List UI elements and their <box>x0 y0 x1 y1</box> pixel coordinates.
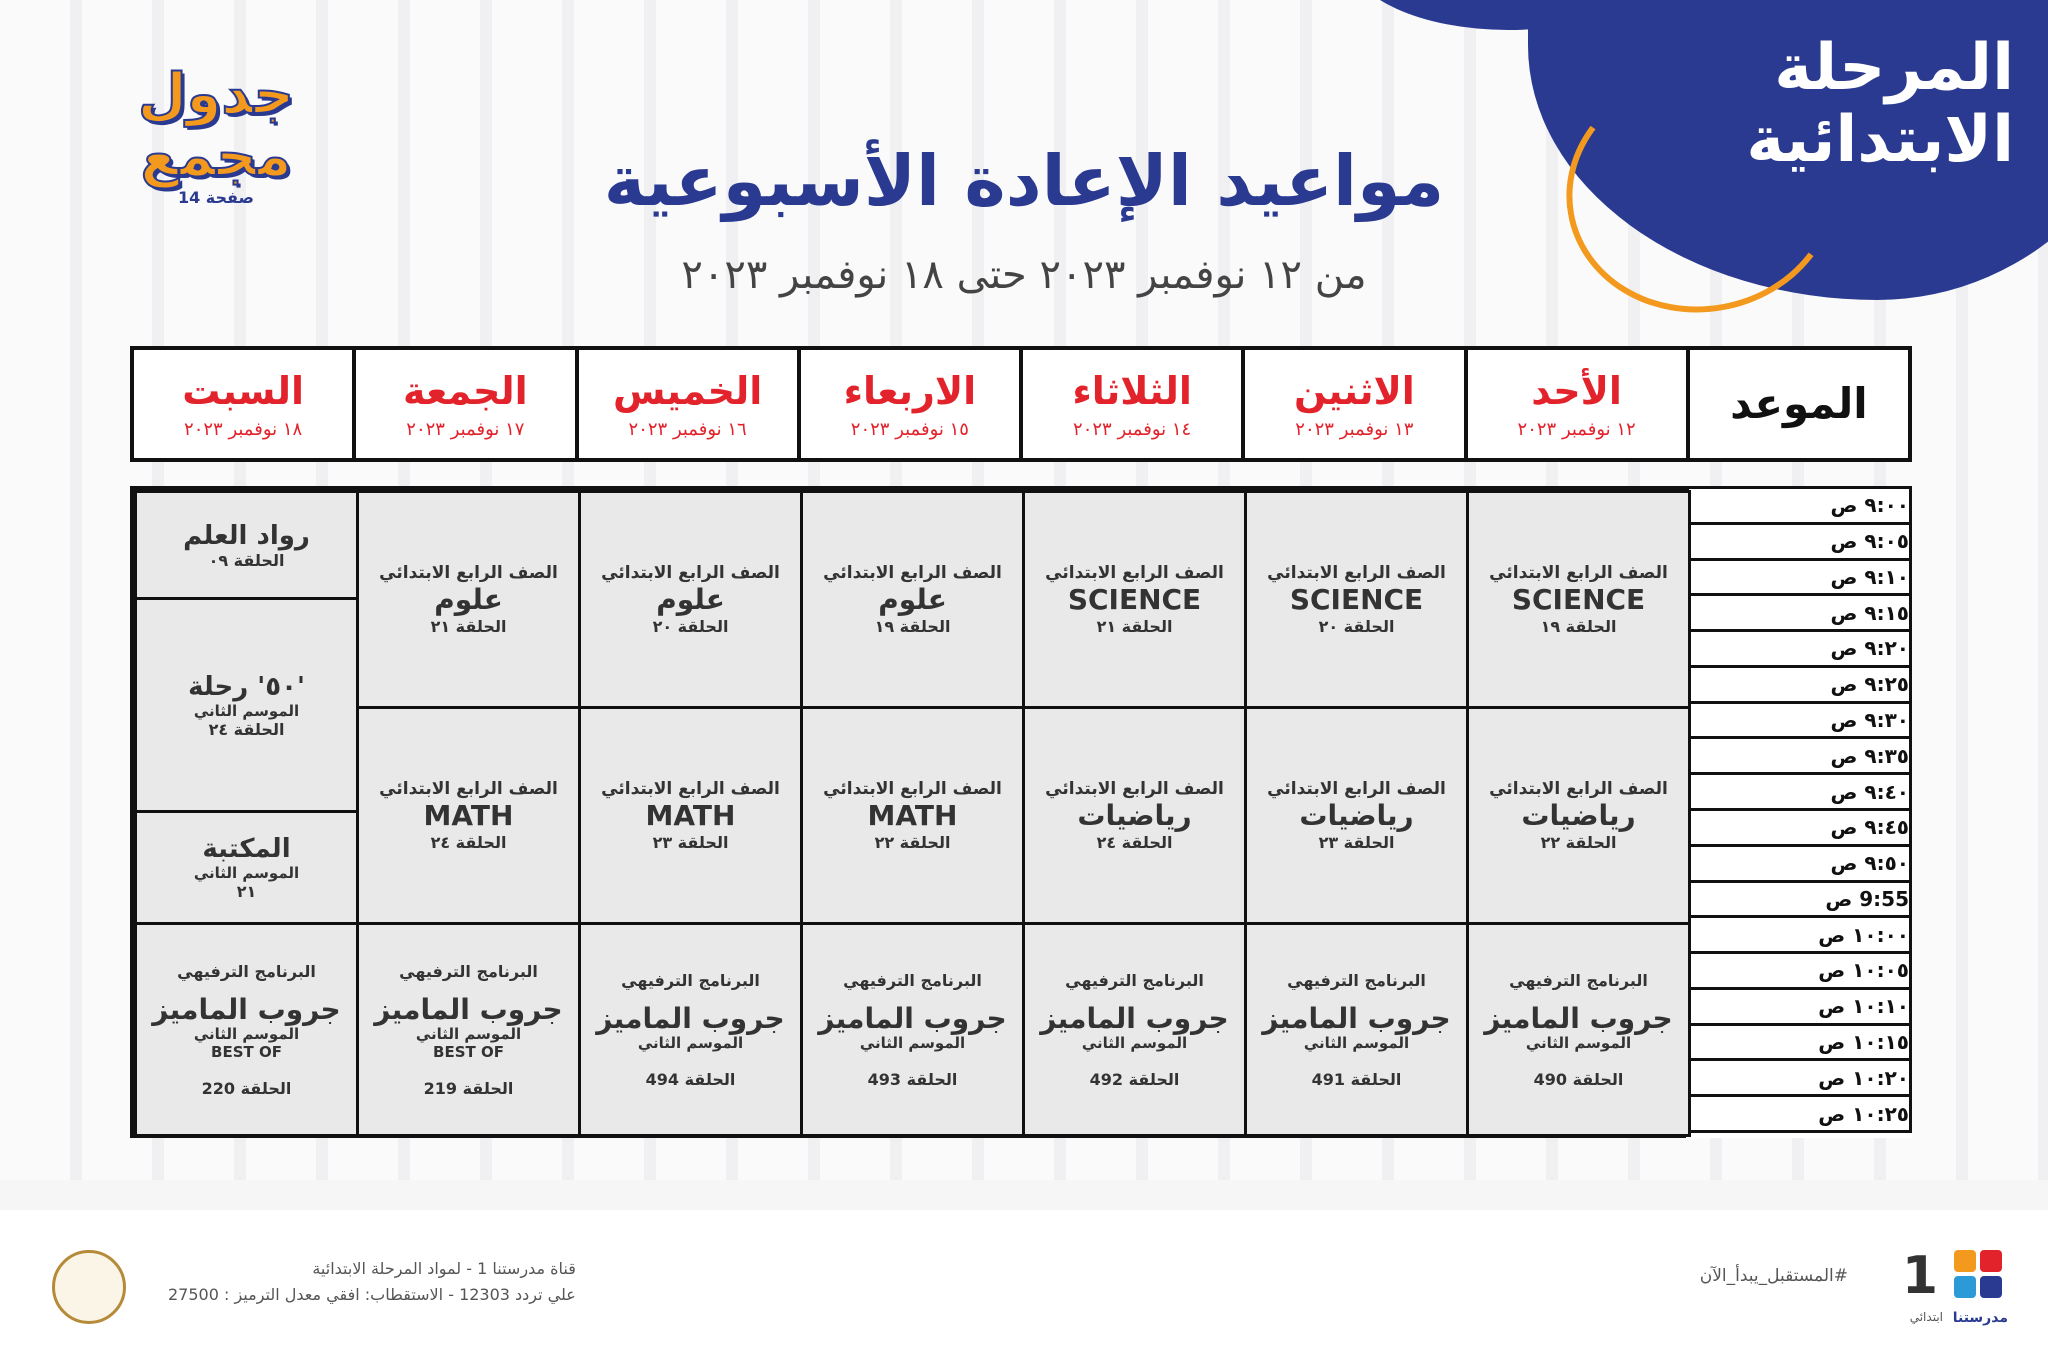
program-cell <box>1244 490 1469 709</box>
subject-label: SCIENCE <box>1067 583 1202 616</box>
footer <box>0 1210 2048 1367</box>
header-saturday <box>134 350 352 458</box>
grade-label: الصف الرابع الابتدائي <box>1045 563 1224 583</box>
show-title: جروب الماميز <box>1040 1001 1229 1035</box>
program-type-label: البرنامج الترفيهي <box>621 970 760 990</box>
entertainment-cell <box>578 922 803 1137</box>
subject-label: رياضيات <box>1521 799 1636 832</box>
episode-label: الحلقة 493 <box>867 1069 958 1089</box>
season-label: الموسم الثاني <box>1525 1033 1632 1052</box>
program-type-label: البرنامج الترفيهي <box>843 970 982 990</box>
brand-label: مدرستنا <box>1952 1310 2008 1326</box>
show-title: جروب الماميز <box>374 992 563 1026</box>
subject-label: علوم <box>656 583 725 616</box>
subject-label: علوم <box>434 583 503 616</box>
day-name: الاربعاء <box>843 368 977 413</box>
episode-label: الحلقة 494 <box>645 1069 736 1089</box>
episode-label: الحلقة 490 <box>1533 1069 1624 1089</box>
stage-line-2: الابتدائية <box>1746 103 2014 177</box>
program-type-label: البرنامج الترفيهي <box>177 961 316 981</box>
saturday-cell-b <box>134 597 359 813</box>
season-label: الموسم الثاني <box>859 1033 966 1052</box>
episode-label: الحلقة 492 <box>1089 1069 1180 1089</box>
entertainment-cell <box>1022 922 1247 1137</box>
header-wednesday <box>797 350 1019 458</box>
season-label: الموسم الثاني <box>193 1024 300 1043</box>
schedule-grid <box>130 486 1912 1138</box>
time-slot: ٩:٠٠ ص <box>1686 486 1912 525</box>
schedule-header-row <box>130 346 1912 462</box>
subject-label: MATH <box>423 799 514 832</box>
program-cell <box>1022 490 1247 709</box>
episode-label: الحلقة ٢٢ <box>874 833 951 852</box>
grade-label: الصف الرابع الابتدائي <box>601 779 780 799</box>
hashtag: #المستقبل_يبدأ_الآن <box>1699 1266 1848 1286</box>
episode-label: الحلقة ٢٣ <box>1318 833 1395 852</box>
subject-label: SCIENCE <box>1511 583 1646 616</box>
show-title: المكتبة <box>202 834 291 864</box>
day-name: السبت <box>182 368 304 413</box>
program-type-label: البرنامج الترفيهي <box>1065 970 1204 990</box>
season-label: الموسم الثاني <box>637 1033 744 1052</box>
time-slot: ٩:٣٥ ص <box>1686 736 1912 775</box>
badge-line-2: مجمع <box>140 124 292 189</box>
subject-label: MATH <box>645 799 736 832</box>
subject-label: علوم <box>878 583 947 616</box>
show-title: جروب الماميز <box>818 1001 1007 1035</box>
time-slot: ١٠:١٠ ص <box>1686 987 1912 1026</box>
saturday-cell-a <box>134 490 359 600</box>
program-cell <box>578 706 803 925</box>
day-date: ١٧ نوفمبر ٢٠٢٣ <box>406 418 525 440</box>
program-type-label: البرنامج الترفيهي <box>1287 970 1426 990</box>
program-cell <box>1466 706 1691 925</box>
time-slot: ٩:٤٥ ص <box>1686 808 1912 847</box>
header-time <box>1686 350 1908 458</box>
header-friday <box>352 350 574 458</box>
grade-label: الصف الرابع الابتدائي <box>601 563 780 583</box>
grade-label: الصف الرابع الابتدائي <box>1045 779 1224 799</box>
page-subtitle: من ١٢ نوفمبر ٢٠٢٣ حتى ١٨ نوفمبر ٢٠٢٣ <box>681 252 1367 298</box>
saturday-cell-c <box>134 810 359 925</box>
episode-label: الحلقة 219 <box>423 1078 514 1098</box>
header-sunday <box>1464 350 1686 458</box>
program-cell <box>1022 706 1247 925</box>
show-title: جروب الماميز <box>596 1001 785 1035</box>
time-slot: ٩:٢٥ ص <box>1686 665 1912 704</box>
program-cell <box>578 490 803 709</box>
time-slot: ١٠:١٥ ص <box>1686 1023 1912 1062</box>
time-slot: ٩:٣٠ ص <box>1686 701 1912 740</box>
entertainment-cell <box>356 922 581 1137</box>
time-slot: ١٠:٠٥ ص <box>1686 951 1912 990</box>
program-cell <box>800 490 1025 709</box>
grade-label: الصف الرابع الابتدائي <box>379 563 558 583</box>
time-slot: ٩:١٠ ص <box>1686 558 1912 597</box>
episode-label: الحلقة ٢٠ <box>1318 617 1395 636</box>
season-label: الموسم الثاني <box>415 1024 522 1043</box>
episode-label: الحلقة ٢٢ <box>1540 833 1617 852</box>
header-monday <box>1241 350 1463 458</box>
episode-label: الحلقة ٢٤ <box>430 833 507 852</box>
show-title: رواد العلم <box>183 520 310 551</box>
time-slot: ١٠:٠٠ ص <box>1686 915 1912 954</box>
episode-label: الحلقة ١٩ <box>874 617 951 636</box>
subject-label: رياضيات <box>1077 799 1192 832</box>
entertainment-cell <box>800 922 1025 1137</box>
time-slot: ٩:٢٠ ص <box>1686 629 1912 668</box>
best-of-label: BEST OF <box>211 1042 282 1061</box>
time-slot: ١٠:٢٠ ص <box>1686 1058 1912 1097</box>
program-cell <box>356 706 581 925</box>
channel-info-line-2: علي تردد 12303 - الاستقطاب: افقي معدل الترميز : 27500 <box>168 1285 576 1304</box>
season-label: الموسم الثاني <box>193 864 300 882</box>
entertainment-cell <box>134 922 359 1137</box>
episode-label: الحلقة ٢١ <box>430 617 507 636</box>
page-title: مواعيد الإعادة الأسبوعية <box>603 140 1445 222</box>
grade-label: الصف الرابع الابتدائي <box>1489 779 1668 799</box>
day-name: الاثنين <box>1293 368 1415 413</box>
madrasetna-logo-icon <box>1954 1250 2006 1302</box>
season-label: الموسم الثاني <box>1081 1033 1188 1052</box>
program-type-label: البرنامج الترفيهي <box>1509 970 1648 990</box>
time-slot: 9:55 ص <box>1686 880 1912 919</box>
show-title: جروب الماميز <box>1262 1001 1451 1035</box>
day-date: ١٦ نوفمبر ٢٠٢٣ <box>628 418 747 440</box>
grade-label: الصف الرابع الابتدائي <box>1267 779 1446 799</box>
time-column <box>1686 486 1912 1138</box>
channel-info-line-1: قناة مدرستنا 1 - لمواد المرحلة الابتدائية <box>312 1259 576 1278</box>
time-slot: ٩:١٥ ص <box>1686 593 1912 632</box>
entertainment-cell <box>1244 922 1469 1137</box>
day-date: ١٥ نوفمبر ٢٠٢٣ <box>850 418 969 440</box>
grade-label: الصف الرابع الابتدائي <box>823 779 1002 799</box>
best-of-label: BEST OF <box>433 1042 504 1061</box>
ministry-seal-icon <box>52 1250 126 1324</box>
day-date: ١٢ نوفمبر ٢٠٢٣ <box>1517 418 1636 440</box>
day-name: الخميس <box>612 368 763 413</box>
time-slot: ٩:٥٠ ص <box>1686 844 1912 883</box>
day-name: الجمعة <box>403 368 528 413</box>
subject-label: رياضيات <box>1299 799 1414 832</box>
subject-label: MATH <box>867 799 958 832</box>
day-date: ١٨ نوفمبر ٢٠٢٣ <box>184 418 303 440</box>
header-thursday <box>575 350 797 458</box>
day-date: ١٣ نوفمبر ٢٠٢٣ <box>1295 418 1414 440</box>
entertainment-cell <box>1466 922 1691 1137</box>
episode-label: الحلقة 220 <box>201 1078 292 1098</box>
time-slot: ١٠:٢٥ ص <box>1686 1094 1912 1133</box>
episode-label: ٢١ <box>236 882 257 901</box>
program-type-label: البرنامج الترفيهي <box>399 961 538 981</box>
time-slot: ٩:٠٥ ص <box>1686 522 1912 561</box>
program-cell <box>356 490 581 709</box>
day-name: الثلاثاء <box>1072 368 1192 413</box>
episode-label: الحلقة ٢٣ <box>652 833 729 852</box>
time-header-label: الموعد <box>1730 379 1868 428</box>
grade-label: الصف الرابع الابتدائي <box>823 563 1002 583</box>
program-cell <box>1244 706 1469 925</box>
subject-label: SCIENCE <box>1289 583 1424 616</box>
channel-level: ابتدائي <box>1909 1310 1943 1324</box>
show-title: جروب الماميز <box>152 992 341 1026</box>
stage-line-1: المرحلة <box>1774 31 2014 105</box>
day-date: ١٤ نوفمبر ٢٠٢٣ <box>1073 418 1192 440</box>
episode-label: الحلقة ٠٩ <box>208 550 285 570</box>
channel-number: 1 <box>1901 1246 1938 1306</box>
episode-label: الحلقة ٢٤ <box>208 719 285 739</box>
episode-label: الحلقة ٢٤ <box>1096 833 1173 852</box>
episode-label: الحلقة ٢١ <box>1096 617 1173 636</box>
show-title: '٥٠' رحلة <box>188 671 305 702</box>
day-name: الأحد <box>1531 368 1622 413</box>
grade-label: الصف الرابع الابتدائي <box>1489 563 1668 583</box>
grade-label: الصف الرابع الابتدائي <box>379 779 558 799</box>
episode-label: الحلقة ١٩ <box>1540 617 1617 636</box>
grade-label: الصف الرابع الابتدائي <box>1267 563 1446 583</box>
program-cell <box>1466 490 1691 709</box>
episode-label: الحلقة 491 <box>1311 1069 1402 1089</box>
channel-info <box>168 1256 576 1308</box>
badge-page: صفحة 14 <box>177 188 255 207</box>
program-cell <box>800 706 1025 925</box>
season-label: الموسم الثاني <box>1303 1033 1410 1052</box>
season-label: الموسم الثاني <box>193 701 300 720</box>
header-tuesday <box>1019 350 1241 458</box>
episode-label: الحلقة ٢٠ <box>652 617 729 636</box>
badge-line-1: جدول <box>137 62 295 127</box>
show-title: جروب الماميز <box>1484 1001 1673 1035</box>
time-slot: ٩:٤٠ ص <box>1686 772 1912 811</box>
